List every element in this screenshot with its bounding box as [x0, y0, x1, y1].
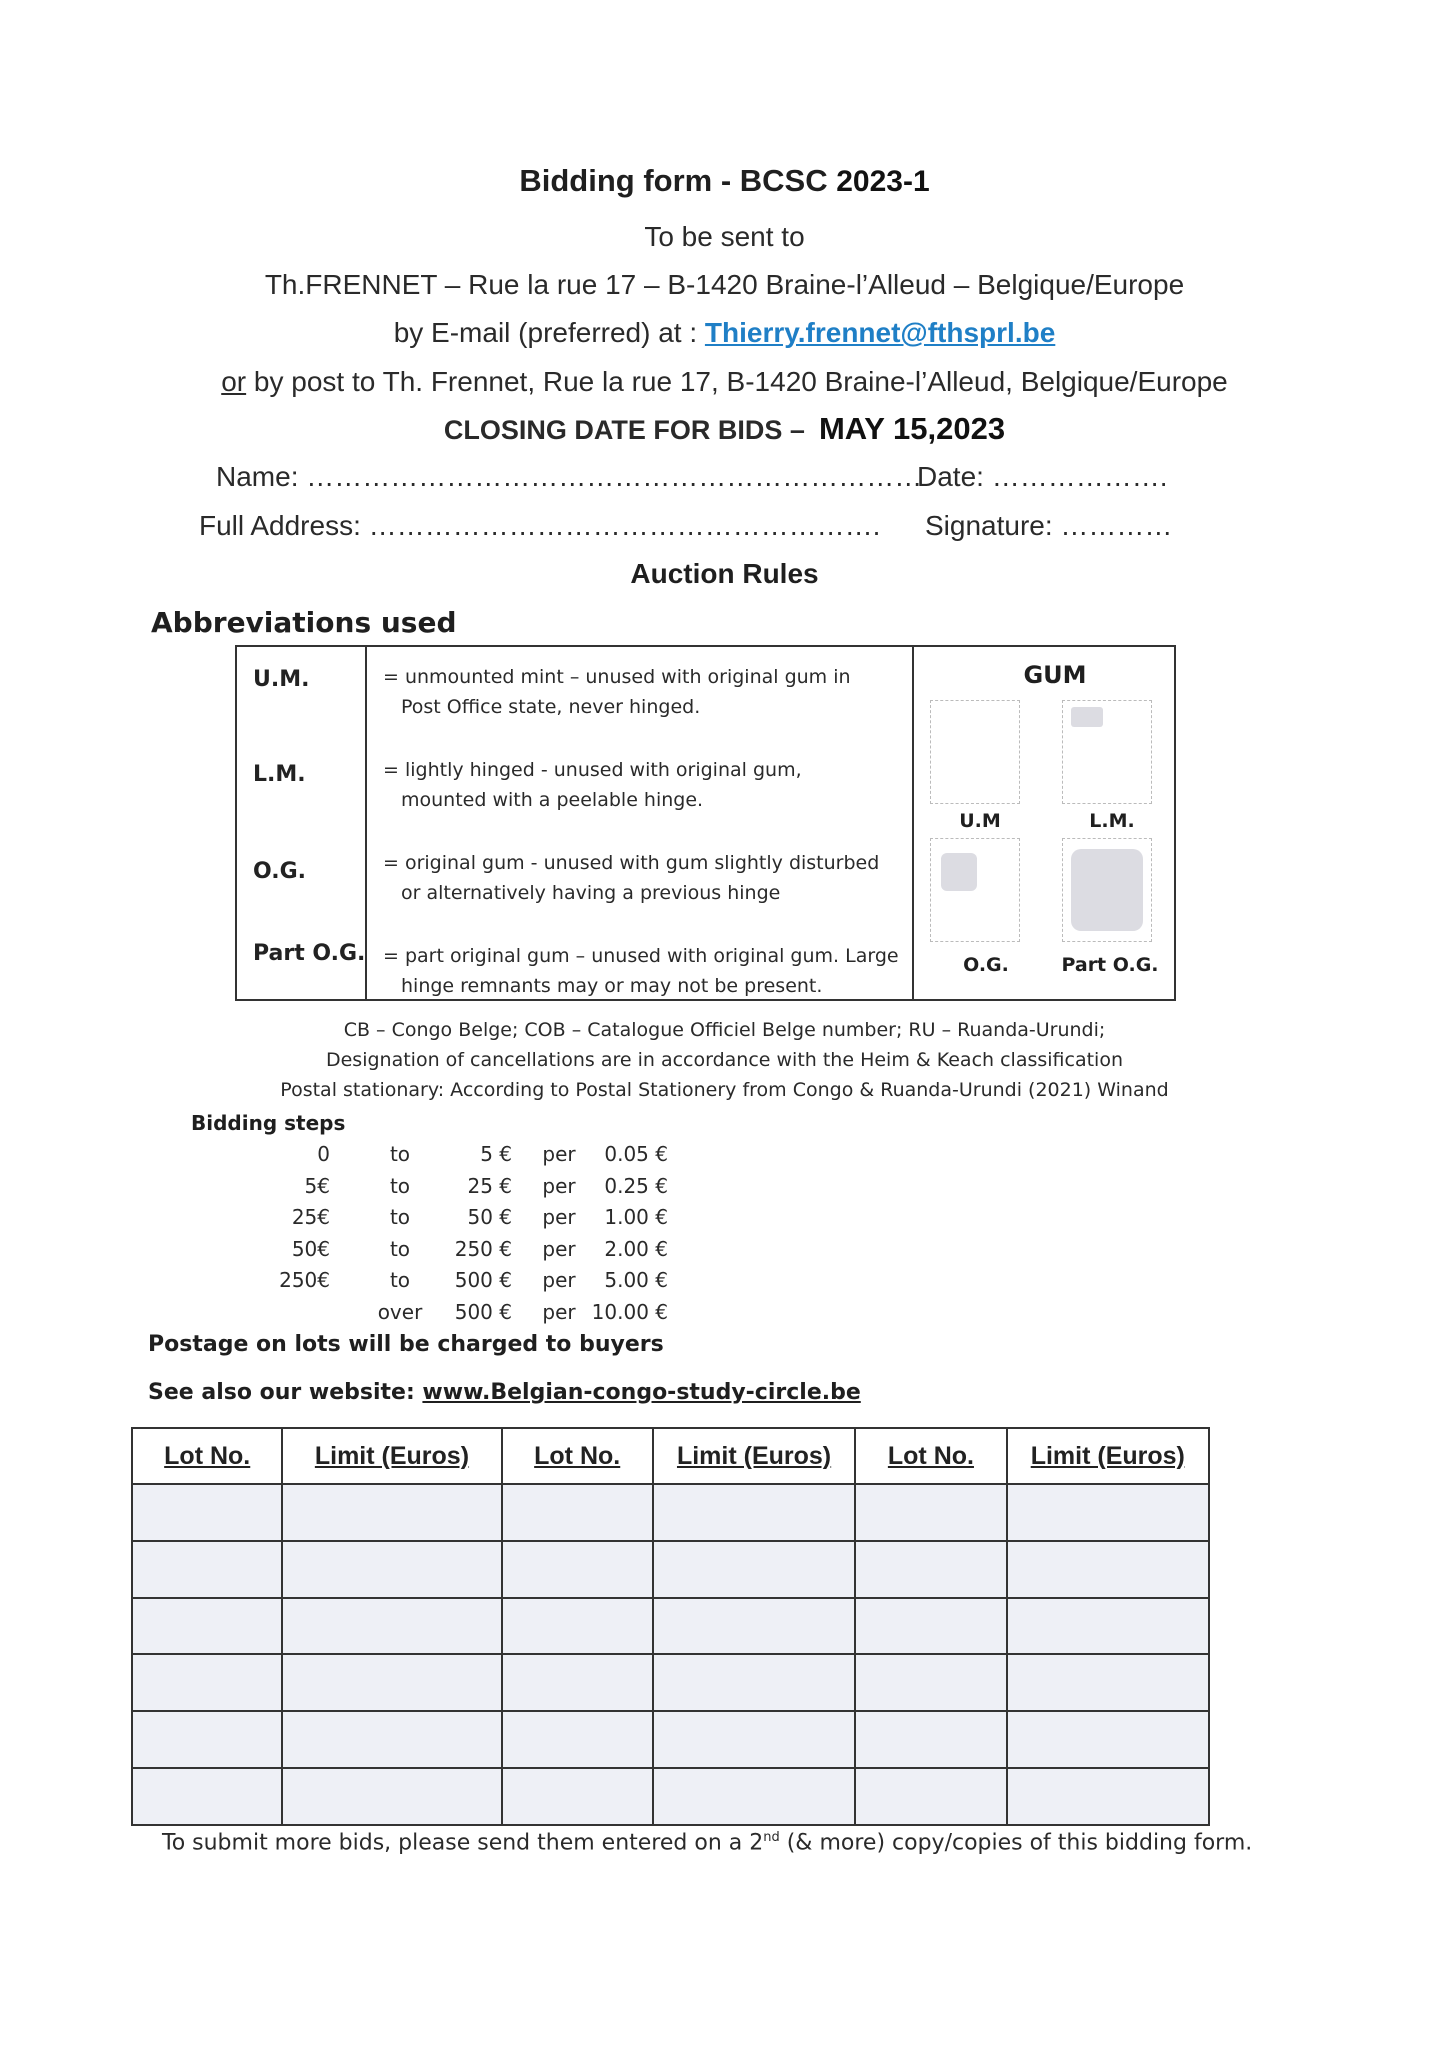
lot-number-cell[interactable] [502, 1711, 653, 1768]
limit-euros-cell[interactable] [1007, 1598, 1209, 1655]
step-from: 5€ [304, 1173, 330, 1198]
lot-number-cell[interactable] [855, 1654, 1006, 1711]
limit-euros-cell[interactable] [653, 1654, 855, 1711]
lot-number-cell[interactable] [502, 1654, 653, 1711]
step-to: 500 € [454, 1299, 512, 1324]
limit-euros-cell[interactable] [282, 1711, 501, 1768]
limit-euros-cell[interactable] [282, 1598, 501, 1655]
lot-number-cell[interactable] [502, 1541, 653, 1598]
abbreviations-title: Abbreviations used [151, 606, 457, 639]
step-increment: 2.00 € [604, 1236, 668, 1261]
step-to-word: to [389, 1268, 411, 1292]
name-field[interactable] [216, 461, 922, 493]
form-edition: 2023-1 [836, 165, 930, 198]
bidding-step-row [0, 1142, 700, 1173]
step-per-word: per [542, 1205, 576, 1229]
email-link[interactable]: Thierry.frennet@fthsprl.be [704, 317, 1056, 348]
step-from: 25€ [291, 1205, 330, 1229]
abbr-desc-lm [383, 755, 923, 815]
post-text: by post to Th. Frennet, Rue la rue 17, B-1420 Braine-l’Alleud, Belgique/Europe [253, 366, 1228, 397]
name-label: Name: [216, 461, 299, 492]
stamp-um-label: U.M [959, 810, 1001, 832]
limit-euros-cell[interactable] [282, 1768, 501, 1825]
lot-number-cell[interactable] [502, 1598, 653, 1655]
lot-number-cell[interactable] [855, 1768, 1006, 1825]
step-per-word: per [542, 1299, 576, 1324]
footer-sup: nd [763, 1830, 780, 1845]
form-title [0, 163, 1449, 199]
bid-row [132, 1484, 1209, 1541]
step-from: 0 [317, 1142, 330, 1166]
abbr-desc-partog-line2: hinge remnants may or may not be present. [401, 975, 823, 997]
step-increment: 1.00 € [604, 1205, 668, 1229]
note-line-3: Postal stationary: According to Postal Stationery from Congo & Ruanda-Urundi (2021) Winand [280, 1079, 1169, 1101]
step-per-word: per [542, 1236, 576, 1261]
limit-euros-cell[interactable] [653, 1541, 855, 1598]
abbr-desc-lm-line2: mounted with a peelable hinge. [401, 789, 704, 811]
signature-dots: ………… [1060, 510, 1173, 541]
abbr-desc-um-line2: Post Office state, never hinged. [401, 696, 701, 718]
bidding-step-row [0, 1237, 700, 1268]
footer-text-1: To submit more bids, please send them entered on a 2 [162, 1830, 764, 1856]
stamp-lm-label: L.M. [1089, 810, 1135, 832]
date-label: Date: [917, 461, 984, 492]
website-line [148, 1380, 861, 1405]
col-limit-1: Limit (Euros) [282, 1428, 501, 1484]
lot-number-cell[interactable] [855, 1598, 1006, 1655]
abbr-desc-um-line1: = unmounted mint – unused with original gum in [383, 666, 851, 688]
abbr-desc-og [383, 848, 923, 908]
lot-number-cell[interactable] [132, 1711, 282, 1768]
stamp-og-label: O.G. [963, 954, 1009, 976]
address-line: Th.FRENNET – Rue la rue 17 – B-1420 Braine-l’Alleud – Belgique/Europe [264, 269, 1185, 300]
bidding-step-row [0, 1174, 700, 1205]
stamp-partog-label: Part O.G. [1061, 954, 1159, 976]
abbr-code-um: U.M. [253, 667, 310, 692]
gum-title: GUM [1023, 661, 1087, 689]
signature-label: Signature: [925, 510, 1053, 541]
step-from: 250€ [279, 1268, 330, 1292]
signature-field[interactable] [925, 510, 1172, 542]
step-to: 50 € [467, 1205, 512, 1229]
lot-number-cell[interactable] [502, 1484, 653, 1541]
bid-row [132, 1654, 1209, 1711]
footer-note [162, 1830, 1252, 1855]
bid-table-header [132, 1428, 1209, 1484]
step-increment: 10.00 € [591, 1299, 668, 1324]
step-to-word: to [389, 1236, 411, 1261]
limit-euros-cell[interactable] [1007, 1711, 1209, 1768]
step-to: 500 € [454, 1268, 512, 1292]
limit-euros-cell[interactable] [1007, 1541, 1209, 1598]
col-lot-3: Lot No. [855, 1428, 1006, 1484]
postage-note: Postage on lots will be charged to buyers [148, 1332, 664, 1357]
auction-rules-title: Auction Rules [630, 558, 819, 589]
abbr-code-partog: Part O.G. [253, 941, 366, 966]
step-per-word: per [542, 1142, 576, 1166]
lot-number-cell[interactable] [132, 1654, 282, 1711]
col-limit-3: Limit (Euros) [1007, 1428, 1209, 1484]
website-prefix: See also our website: [148, 1380, 415, 1405]
limit-euros-cell[interactable] [653, 1484, 855, 1541]
bid-table [131, 1427, 1210, 1826]
abbr-desc-partog [383, 941, 923, 1001]
limit-euros-cell[interactable] [653, 1768, 855, 1825]
stamp-partog-icon [1062, 838, 1152, 942]
col-limit-2: Limit (Euros) [653, 1428, 855, 1484]
bidding-step-row [0, 1268, 700, 1299]
step-to-word: to [389, 1173, 411, 1198]
abbr-code-lm: L.M. [253, 762, 306, 787]
email-prefix: by E-mail (preferred) at : [393, 317, 698, 348]
abbr-desc-lm-line1: = lightly hinged - unused with original gum, [383, 759, 802, 781]
bid-row [132, 1541, 1209, 1598]
limit-euros-cell[interactable] [282, 1484, 501, 1541]
bid-row [132, 1711, 1209, 1768]
lot-number-cell[interactable] [855, 1541, 1006, 1598]
stamp-um-icon [930, 700, 1020, 804]
email-line [0, 317, 1449, 349]
step-per-word: per [542, 1173, 576, 1198]
date-dots: ………………. [991, 461, 1168, 492]
bid-row [132, 1598, 1209, 1655]
limit-euros-cell[interactable] [1007, 1484, 1209, 1541]
lot-number-cell[interactable] [502, 1768, 653, 1825]
limit-euros-cell[interactable] [653, 1711, 855, 1768]
stamp-lm-icon [1062, 700, 1152, 804]
sent-to-label: To be sent to [644, 221, 805, 252]
step-increment: 0.25 € [604, 1173, 668, 1198]
footer-text-2: (& more) copy/copies of this bidding form. [779, 1830, 1253, 1856]
step-to-word: to [389, 1142, 411, 1166]
step-to-word: to [389, 1205, 411, 1229]
col-lot-2: Lot No. [502, 1428, 653, 1484]
address-dots: ………………………………………………. [368, 510, 881, 541]
abbr-desc-um [383, 662, 923, 722]
lot-number-cell[interactable] [132, 1541, 282, 1598]
step-to: 5 € [480, 1142, 512, 1166]
lot-number-cell[interactable] [132, 1484, 282, 1541]
date-field[interactable] [917, 461, 1168, 493]
step-increment: 5.00 € [604, 1268, 668, 1292]
address-field[interactable] [199, 510, 880, 542]
website-link[interactable]: www.Belgian-congo-study-circle.be [422, 1380, 861, 1405]
step-to: 25 € [467, 1173, 512, 1198]
closing-label: CLOSING DATE FOR BIDS – [443, 415, 805, 445]
lot-number-cell[interactable] [132, 1768, 282, 1825]
closing-date-line [0, 411, 1449, 447]
bidding-steps-title: Bidding steps [191, 1111, 346, 1135]
limit-euros-cell[interactable] [1007, 1654, 1209, 1711]
address-label: Full Address: [199, 510, 361, 541]
limit-euros-cell[interactable] [282, 1541, 501, 1598]
lot-number-cell[interactable] [855, 1711, 1006, 1768]
stamp-og-icon [930, 838, 1020, 942]
bidding-step-row [0, 1300, 700, 1331]
bid-row [132, 1768, 1209, 1825]
post-line [0, 366, 1449, 398]
step-per-word: per [542, 1268, 576, 1292]
limit-euros-cell[interactable] [653, 1598, 855, 1655]
step-increment: 0.05 € [604, 1142, 668, 1166]
limit-euros-cell[interactable] [282, 1654, 501, 1711]
step-to: 250 € [454, 1236, 512, 1261]
closing-date: MAY 15,2023 [818, 411, 1006, 446]
abbr-code-og: O.G. [253, 859, 306, 884]
abbr-desc-og-line2: or alternatively having a previous hinge [401, 882, 781, 904]
abbr-desc-og-line1: = original gum - unused with gum slightly disturbed [383, 852, 880, 874]
step-from: 50€ [291, 1236, 330, 1261]
step-to-word: over [377, 1299, 423, 1324]
lot-number-cell[interactable] [855, 1484, 1006, 1541]
post-or: or [221, 366, 247, 397]
note-line-1: CB – Congo Belge; COB – Catalogue Officiel Belge number; RU – Ruanda-Urundi; [343, 1019, 1106, 1041]
abbr-desc-partog-line1: = part original gum – unused with original gum. Large [383, 945, 899, 967]
note-line-2: Designation of cancellations are in accordance with the Heim & Keach classification [325, 1049, 1124, 1071]
name-dots: ………………………………………………………… [306, 461, 923, 492]
lot-number-cell[interactable] [132, 1598, 282, 1655]
form-title-text: Bidding form - BCSC [519, 163, 828, 198]
limit-euros-cell[interactable] [1007, 1768, 1209, 1825]
col-lot-1: Lot No. [132, 1428, 282, 1484]
bidding-step-row [0, 1205, 700, 1236]
